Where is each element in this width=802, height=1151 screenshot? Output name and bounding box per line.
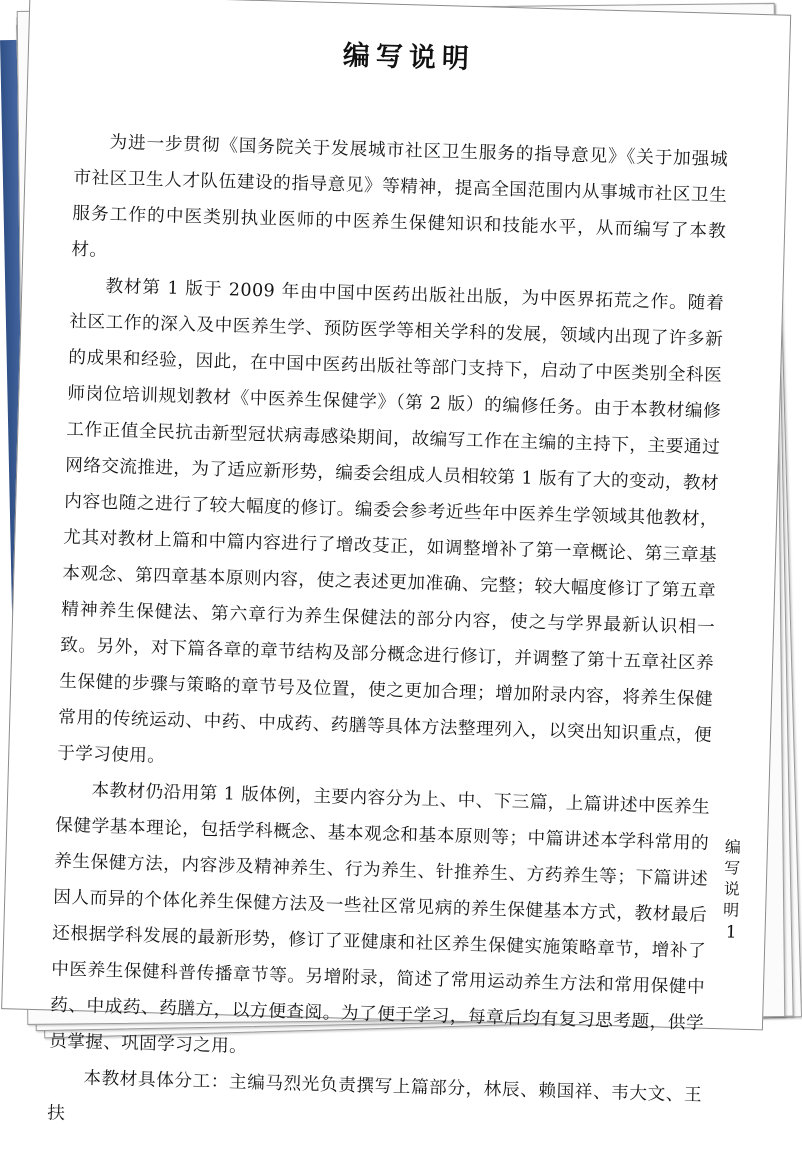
paragraph-4: 本教材具体分工：主编马烈光负责撰写上篇部分，林辰、赖国祥、韦大文、王扶 <box>46 1068 703 1124</box>
paragraph-2: 教材第 1 版于 2009 年由中国中医药出版社出版，为中医界拓荒之作。随着社区工作的深入及中医养生学、预防医学等相关学科的发展，领域内出现了许多新的成果和经验，因此，在中国中医药出版社等部门支持下，启动了中医类别全科医师岗位培训规划教材《中医养生保健学》（第 2 版）的编修任务。由于本教材编修工作正值全民抗击新型冠状病毒感染期间，故编写工作在主编的主持下，主要通过网络交流推进，为了适应新形势，编委会组成人员相较第 1 版有了大的变动，教材内容也随之进行了较大幅度的修订。编委会参考近些年中医养生学领域其他教材，尤其对教材上篇和中篇内容进行了增改芟正，如调整增补了第一章概论、第三章基本观念、第四章基本原则内容，使之表述更加准确、完整；较大幅度修订了第五章精神养生保健法、第六章行为养生保健法的部分内容，使之与学界最新认识相一致。另外，对下篇各章的章节结构及部分概念进行修订，并调整了第十五章社区养生保健的步骤与策略的章节号及位置，使之更加合理；增加附录内容，将养生保健常用的传统运动、中药、中成药、药膳等具体方法整理列入，以突出知识重点，便于学习使用。 <box>57 276 725 767</box>
section-side-tab: 编写说明 <box>722 837 742 920</box>
body-text <box>47 124 729 1150</box>
page-number: 1 <box>725 922 737 943</box>
paragraph-1: 为进一步贯彻《国务院关于发展城市社区卫生服务的指导意见》《关于加强城市社区卫生人才队伍建设的指导意见》等精神，提高全国范围内从事城市社区卫生服务工作的中医类别执业医师的中医养生保健知识和技能水平，从而编写了本教材。 <box>71 132 729 261</box>
page-title: 编写说明 <box>342 40 476 75</box>
paragraph-3: 本教材仍沿用第 1 版体例，主要内容分为上、中、下三篇，上篇讲述中医养生保健学基本理论，包括学科概念、基本观念和基本原则等；中篇讲述本学科常用的养生保健方法，内容涉及精神养生、行为养生、针推养生、方药养生等；下篇讲述因人而异的个体化养生保健方法及一些社区常见病的养生保健基本方式，教材最后还根据学科发展的最新形势，修订了亚健康和社区养生保健实施策略章节，增补了中医养生保健科普传播章节等。另增附录，简述了常用运动养生方法和常用保健中药、中成药、药膳方，以方便查阅。为了便于学习，每章后均有复习思考题，供学员掌握、巩固学习之用。 <box>48 780 711 1058</box>
document-page <box>1 0 791 1124</box>
